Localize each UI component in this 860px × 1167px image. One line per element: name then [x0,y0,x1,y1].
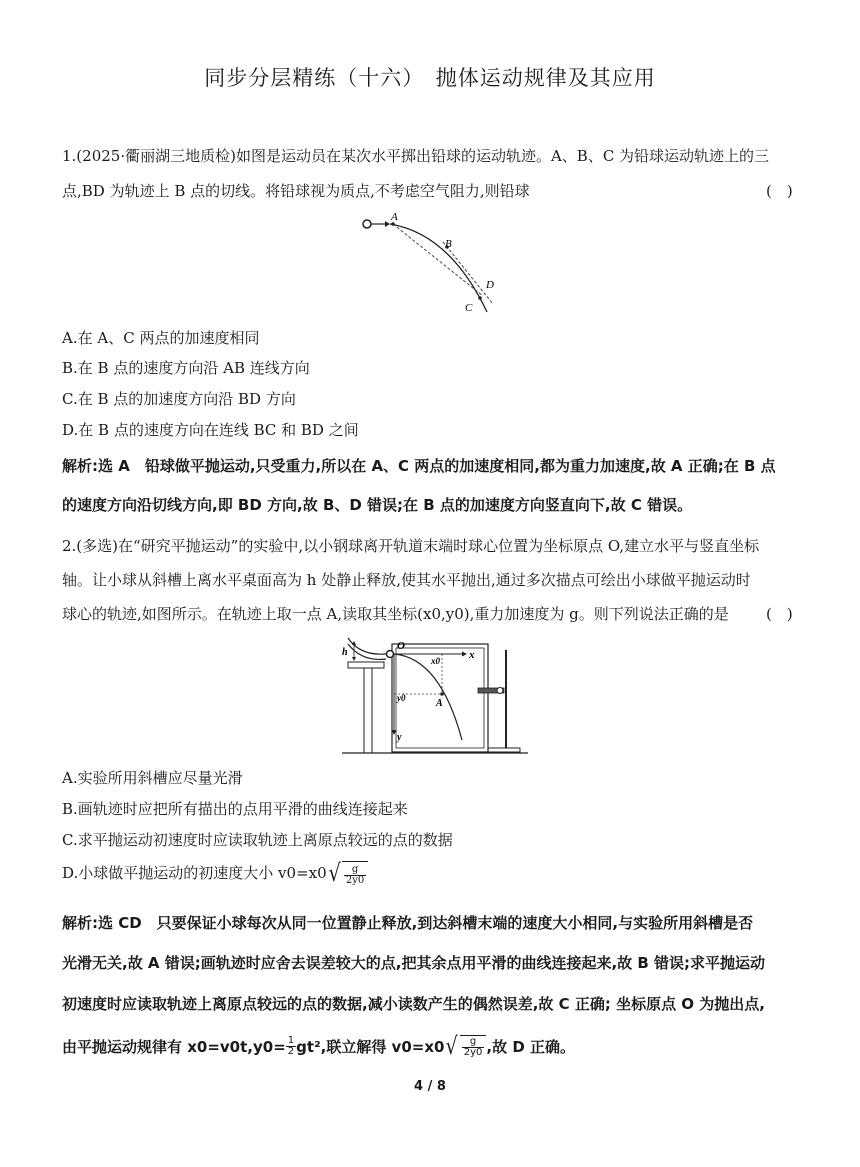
fraction-g-over-2y0 [344,865,366,886]
label-x0: x0 [431,656,440,666]
analysis4-prefix: 由平抛运动规律有 x0=v0t,y0= [62,1037,286,1056]
height-arrow-bottom [352,657,356,661]
label-c: C [465,302,473,314]
launch-arrowhead [385,221,390,227]
clamp-knob [497,688,503,694]
label-y0: y0 [397,693,406,703]
chord-ab [393,224,483,296]
fraction-one-half [286,1036,296,1057]
q2-option-d [62,861,368,886]
label-o: O [397,640,405,652]
q2-option-a: A.实验所用斜槽应尽量光滑 [62,769,243,787]
q2-option-b: B.画轨迹时应把所有描出的点用平滑的曲线连接起来 [62,800,408,818]
q2-stem-line1: 2.(多选)在“研究平抛运动”的实验中,以小钢球离开轨道末端时球心位置为坐标原点 O,建立水平与竖直坐标 [62,537,760,555]
q1-trajectory-figure [355,212,515,317]
q1-answer-paren: ( ) [766,182,793,200]
q1-analysis-line2: 的速度方向沿切线方向,即 BD 方向,故 B、D 错误;在 B 点的加速度方向竖直向下,故 C 错误。 [62,496,693,514]
page-number: 4 / 8 [414,1079,446,1094]
label-h: h [342,647,348,658]
sqrt-formula: √ $\frac{g}{2y0}$ [327,861,369,886]
q2-stem-line3: 球心的轨迹,如图所示。在轨迹上取一点 A,读取其坐标(x0,y0),重力加速度为 g。则下列说法正确的是 [62,605,729,623]
half-denominator: 2 [287,1045,295,1057]
q2-option-c: C.求平抛运动初速度时应读取轨迹上离原点较远的点的数据 [62,831,453,849]
label-a: A [391,212,398,223]
frac-numerator: g [344,865,366,876]
q1-analysis-line1: 解析:选 A 铅球做平抛运动,只受重力,所以在 A、C 两点的加速度相同,都为重力加速度,故 A 正确;在 B 点 [62,457,776,475]
label-d: D [486,279,494,291]
analysis4-suffix: ,故 D 正确。 [486,1037,576,1056]
steel-ball [387,651,394,658]
label-a-point: A [436,698,443,709]
q1-stem-line1: 1.(2025·衢丽湖三地质检)如图是运动员在某次水平掷出铅球的运动轨迹。A、B、C 为铅球运动轨迹上的三 [62,147,770,165]
q2-analysis-line1: 解析:选 CD 只要保证小球每次从同一位置静止释放,到达斜槽末端的速度大小相同,与实验所用斜槽是否 [62,914,754,932]
point-a-marker [440,692,444,696]
x-axis-arrow [462,652,467,657]
q1-stem-line2: 点,BD 为轨迹上 B 点的切线。将铅球视为质点,不考虑空气阻力,则铅球 [62,182,530,200]
q2-answer-paren: ( ) [766,605,793,623]
page-title: 同步分层精练（十六） 抛体运动规律及其应用 [204,66,656,90]
table-top [348,662,384,668]
sqrt-formula-2: √ $\frac{g}{2y0}$ [444,1034,486,1058]
trajectory-curve [390,224,487,312]
q1-option-b: B.在 B 点的速度方向沿 AB 连线方向 [62,359,310,377]
frac-denominator: 2y0 [345,874,365,886]
tangent-bd [443,242,493,304]
q1-option-a: A.在 A、C 两点的加速度相同 [62,329,260,347]
q2-experiment-figure [340,632,530,757]
q2-stem-line2: 轴。让小球从斜槽上离水平桌面高为 h 处静止释放,使其水平抛出,通过多次描点可绘出小球做平抛运动时 [62,571,751,589]
analysis4-mid: gt²,联立解得 v0=x0 [296,1037,445,1056]
frac2-numerator: g [462,1037,485,1048]
q2-analysis-line2: 光滑无关,故 A 错误;画轨迹时应舍去误差较大的点,把其余点用平滑的曲线连接起来,故 B 错误;求平抛运动 [62,954,766,972]
iron-stand-base [488,748,520,752]
q2-option-d-text: D.小球做平抛运动的初速度大小 v0=x0 [62,864,327,883]
point-c [478,296,482,300]
q1-option-c: C.在 B 点的加速度方向沿 BD 方向 [62,390,296,408]
label-y: y [397,732,402,743]
frac2-denominator: 2y0 [463,1046,483,1058]
q1-option-d: D.在 B 点的速度方向在连线 BC 和 BD 之间 [62,421,359,439]
label-x: x [469,649,475,661]
label-b: B [445,238,452,250]
q2-analysis-line4 [62,1034,575,1058]
shot-ball [363,220,371,228]
q2-analysis-line3: 初速度时应读取轨迹上离原点较远的点的数据,减小读数产生的偶然误差,故 C 正确; 坐标原点 O 为抛出点, [62,995,765,1013]
half-numerator: 1 [287,1034,295,1046]
